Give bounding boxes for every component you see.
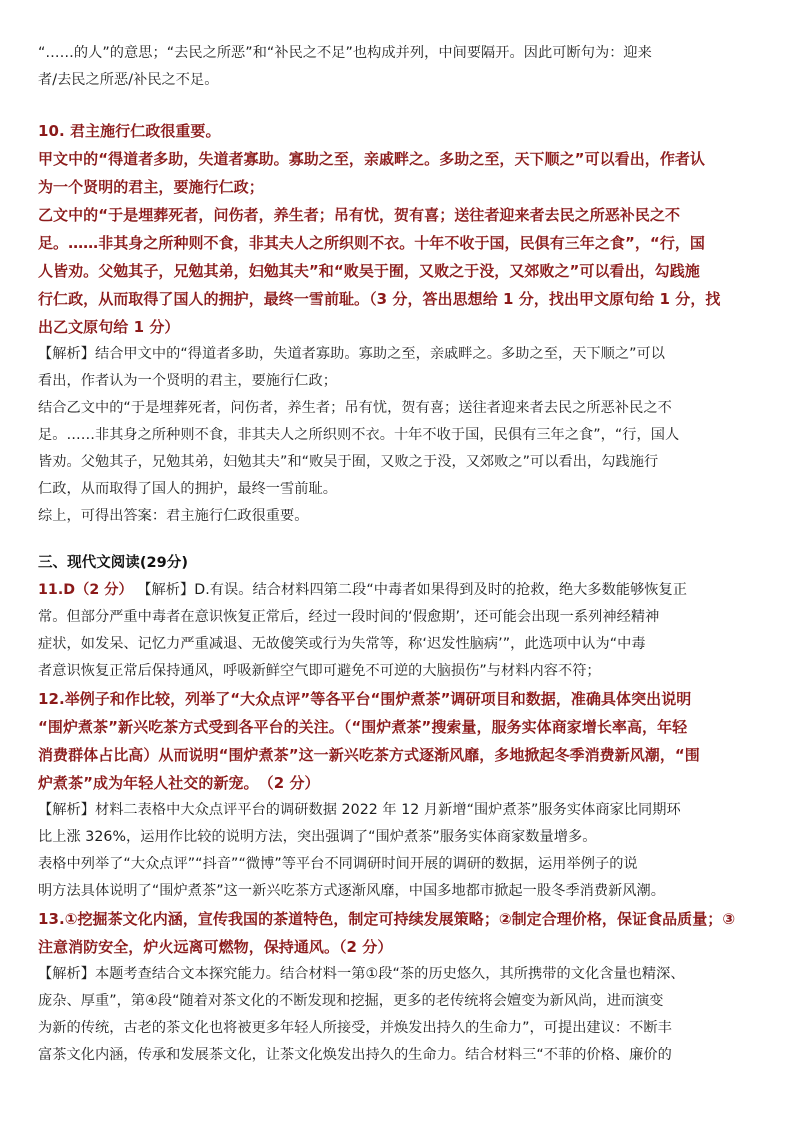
q10-answer-line: 人皆劝。父勉其子，兄勉其弟，妇勉其夫”和“败吴于囿，又败之于没，又郊败之”可以看出，勾践施 bbox=[38, 262, 700, 280]
q12-analysis-line: 明方法具体说明了“围炉煮茶”这一新兴吃茶方式逐渐风靡，中国多地都市掀起一股冬季消费新风潮。 bbox=[38, 883, 666, 899]
q12-analysis-line: 【解析】材料二表格中大众点评平台的调研数据 2022 年 12 月新增“围炉煮茶”服务实体商家比同期环 bbox=[38, 802, 681, 818]
q11-analysis-line: 者意识恢复正常后保持通风，呼吸新鲜空气即可避免不可逆的大脑损伤”与材料内容不符； bbox=[38, 663, 601, 679]
q12-answer-line: 炉煮茶”成为年轻人社交的新宠。 （2 分） bbox=[38, 774, 320, 792]
answer-key-content bbox=[38, 40, 760, 1069]
q10-analysis-line: 仁政，从而取得了国人的拥护，最终一雪前耻。 bbox=[38, 481, 337, 497]
q10-analysis-line: 【解析】结合甲文中的“得道者多助，失道者寡助。寡助之至，亲戚畔之。多助之至，天下顺之”可以 bbox=[38, 346, 666, 362]
q10-analysis-line: 足。……非其身之所种则不食，非其夫人之所织则不衣。十年不收于国，民俱有三年之食”，“行，国人 bbox=[38, 427, 680, 443]
q10-answer-line: 乙文中的“于是埋葬死者，问伤者，养生者；吊有忧，贺有喜；送往者迎来者去民之所恶补民之不 bbox=[38, 206, 681, 224]
q10-answer-line: 出乙文原句给 1 分） bbox=[38, 318, 180, 336]
q10-analysis-line: 看出，作者认为一个贤明的君主，要施行仁政； bbox=[38, 373, 337, 389]
q13-analysis-line: 富茶文化内涵，传承和发展茶文化，让茶文化焕发出持久的生命力。结合材料三“不菲的价格、廉价的 bbox=[38, 1047, 672, 1063]
intro-paragraph bbox=[38, 40, 760, 94]
q11-analysis-line: 症状，如发呆、记忆力严重减退、无故傻笑或行为失常等，称‘迟发性脑病’”，此选项中认为“中毒 bbox=[38, 636, 646, 652]
q13-analysis-line: 【解析】本题考查结合文本探究能力。结合材料一第①段“茶的历史悠久，其所携带的文化含量也精深、 bbox=[38, 966, 685, 982]
q12-answer-line: “围炉煮茶”新兴吃茶方式受到各平台的关注。（“围炉煮茶”搜索量，服务实体商家增长率高，年轻 bbox=[38, 718, 688, 736]
q10-title: 10. 君主施行仁政很重要。 bbox=[38, 122, 221, 140]
q13-answer-line: 注意消防安全，炉火远离可燃物，保持通风。（2 分） bbox=[38, 938, 393, 956]
q12-analysis-line: 表格中列举了“大众点评”“抖音”“微博”等平台不同调研时间开展的调研的数据，运用举例子的说 bbox=[38, 856, 638, 872]
q13-answer-line: 13.①挖掘茶文化内涵，宣传我国的茶道特色，制定可持续发展策略；②制定合理价格，保证食品质量；③ bbox=[38, 910, 736, 928]
q11-answer: 11.D（2 分） bbox=[38, 582, 133, 598]
q13-analysis-line: 庞杂、厚重”，第④段“随着对茶文化的不断发现和挖掘，更多的老传统将会嬗变为新风尚，进而演变 bbox=[38, 993, 664, 1009]
q10-answer-line: 足。……非其身之所种则不食，非其夫人之所织则不衣。十年不收于国，民俱有三年之食”，“行，国 bbox=[38, 234, 705, 252]
q12-answer-line: 消费群体占比高）从而说明“围炉煮茶”这一新兴吃茶方式逐渐风靡，多地掀起冬季消费新风潮，“围 bbox=[38, 746, 700, 764]
q10-analysis-line: 皆劝。父勉其子，兄勉其弟，妇勉其夫”和“败吴于囿，又败之于没，又郊败之”可以看出，勾践施行 bbox=[38, 454, 659, 470]
q11-analysis-start: 【解析】D.有误。结合材料四第二段“中毒者如果得到及时的抢救，绝大多数能够恢复正 bbox=[137, 582, 688, 598]
q11-line-first bbox=[38, 577, 760, 604]
q13-analysis-line: 为新的传统，古老的茶文化也将被更多年轻人所接受，并焕发出持久的生命力”，可提出建议：不断丰 bbox=[38, 1020, 672, 1036]
question-11 bbox=[38, 577, 760, 685]
q11-analysis-line: 常。但部分严重中毒者在意识恢复正常后，经过一段时间的‘假愈期’，还可能会出现一系列神经精神 bbox=[38, 609, 660, 625]
question-12 bbox=[38, 685, 760, 905]
section-3-title: 三、现代文阅读(29分) bbox=[38, 555, 189, 571]
q10-answer-line: 甲文中的“得道者多助，失道者寡助。寡助之至，亲戚畔之。多助之至，天下顺之”可以看出，作者认 bbox=[38, 150, 705, 168]
intro-line: 者/去民之所恶/补民之不足。 bbox=[38, 72, 219, 88]
q10-answer-line: 行仁政，从而取得了国人的拥护，最终一雪前耻。（3 分，答出思想给 1 分，找出甲文原句给 1 分，找 bbox=[38, 290, 721, 308]
q12-answer-line: 12.举例子和作比较，列举了“大众点评”等各平台“围炉煮茶”调研项目和数据，准确具体突出说明 bbox=[38, 690, 692, 708]
q12-analysis-line: 比上涨 326%，运用作比较的说明方法，突出强调了“围炉煮茶”服务实体商家数量增多。 bbox=[38, 829, 597, 845]
intro-line: “……的人”的意思；“去民之所恶”和“补民之不足”也构成并列，中间要隔开。因此可断句为：迎来 bbox=[38, 45, 652, 61]
question-10 bbox=[38, 117, 760, 530]
question-13 bbox=[38, 905, 760, 1069]
q10-answer-line: 为一个贤明的君主，要施行仁政； bbox=[38, 178, 264, 196]
q10-analysis-line: 结合乙文中的“于是埋葬死者，问伤者，养生者；吊有忧，贺有喜；送往者迎来者去民之所恶补民之不 bbox=[38, 400, 672, 416]
q10-analysis-line: 综上，可得出答案：君主施行仁政很重要。 bbox=[38, 508, 309, 524]
